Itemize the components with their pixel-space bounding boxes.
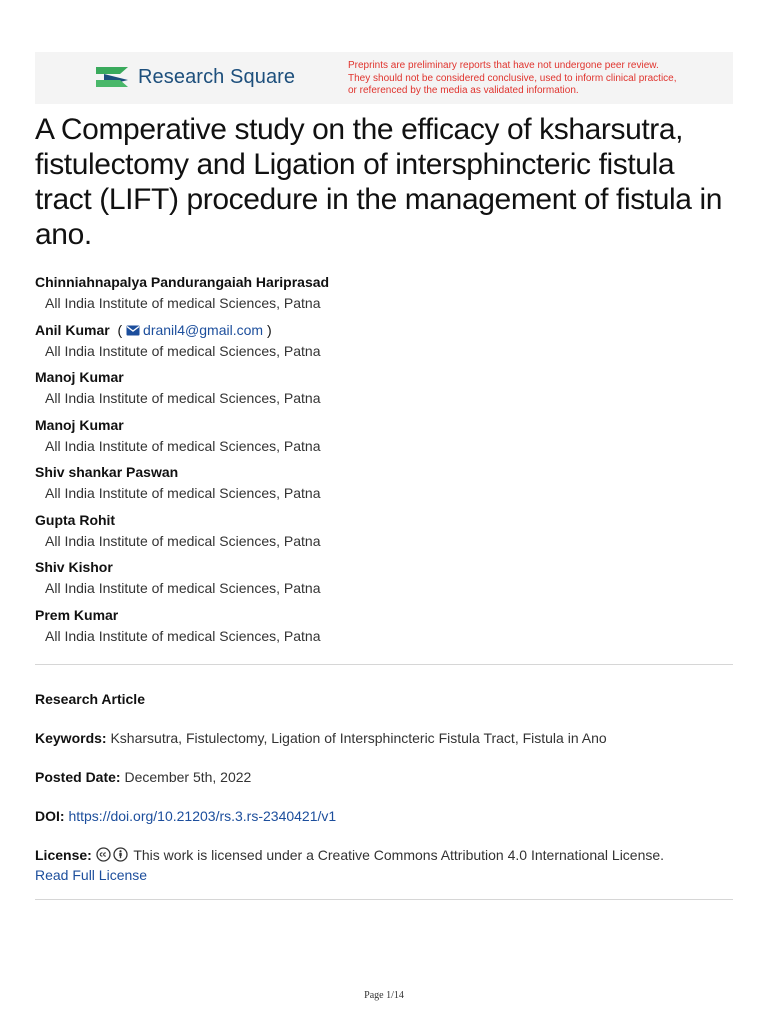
author-name: Manoj Kumar: [35, 369, 124, 385]
author-entry: [35, 415, 735, 463]
license-text: This work is licensed under a Creative Commons Attribution 4.0 International License.: [133, 847, 665, 863]
author-affiliation: All India Institute of medical Sciences, Patna: [45, 390, 321, 406]
article-type-label: Research Article: [35, 691, 145, 707]
logo-text: Research Square: [138, 65, 296, 88]
author-affiliation: All India Institute of medical Sciences, Patna: [45, 485, 321, 501]
author-entry: [35, 605, 735, 653]
paper-title: A Comperative study on the efficacy of ksharsutra, fistulectomy and Ligation of intersphincteric fistula tract (LIFT) procedure in the management of fistula in ano.: [35, 113, 723, 251]
research-square-logo-icon: [94, 64, 130, 90]
author-entry: [35, 462, 735, 510]
research-square-logo[interactable]: [94, 64, 295, 90]
cc-icon: [96, 847, 111, 862]
by-icon: [113, 847, 128, 862]
posted-date-label: Posted Date:: [35, 769, 121, 785]
posted-date: [35, 767, 735, 787]
page-number: Page 1/14: [364, 990, 404, 1001]
keywords-value: Ksharsutra, Fistulectomy, Ligation of Intersphincteric Fistula Tract, Fistula in Ano: [110, 730, 607, 746]
keywords: [35, 728, 735, 748]
author-entry: [35, 272, 735, 320]
author-entry: [35, 320, 735, 368]
divider-top: [35, 664, 733, 665]
license-label: License:: [35, 847, 92, 863]
author-name: Shiv Kishor: [35, 559, 113, 575]
disclaimer-line: or referenced by the media as validated information.: [348, 85, 579, 96]
author-name: Chinniahnapalya Pandurangaiah Hariprasad: [35, 274, 330, 290]
disclaimer-line: Preprints are preliminary reports that have not undergone peer review.: [348, 60, 659, 71]
article-type: [35, 689, 735, 709]
license: [35, 845, 735, 885]
envelope-icon: [126, 325, 140, 336]
author-entry: [35, 367, 735, 415]
author-affiliation: All India Institute of medical Sciences, Patna: [45, 532, 321, 549]
author-list: [35, 272, 735, 652]
author-email: dranil4@gmail.com: [143, 321, 264, 338]
author-name: Gupta Rohit: [35, 511, 116, 528]
author-name-with-email: [35, 320, 735, 340]
disclaimer-line: They should not be considered conclusive, used to inform clinical practice,: [348, 72, 677, 84]
author-name: Anil Kumar: [35, 321, 110, 338]
author-name: Shiv shankar Paswan: [35, 464, 179, 480]
email-wrapper: ( dranil4@gmail.com ): [109, 321, 272, 338]
keywords-label: Keywords:: [35, 730, 107, 746]
author-name: Prem Kumar: [35, 606, 119, 623]
preprint-disclaimer: [348, 60, 728, 98]
author-entry: [35, 557, 735, 605]
author-affiliation: All India Institute of medical Sciences, Patna: [45, 437, 321, 454]
doi-label: DOI:: [35, 808, 65, 824]
author-name: Manoj Kumar: [35, 416, 124, 433]
author-entry: [35, 510, 735, 558]
doi-link[interactable]: https://doi.org/10.21203/rs.3.rs-2340421/v1: [68, 808, 337, 824]
author-email-link[interactable]: [126, 322, 263, 338]
read-full-license-link[interactable]: Read Full License: [35, 867, 148, 883]
author-affiliation: All India Institute of medical Sciences, Patna: [45, 580, 321, 596]
posted-date-value: December 5th, 2022: [124, 769, 252, 785]
divider-bottom: [35, 899, 733, 900]
author-affiliation: All India Institute of medical Sciences, Patna: [45, 627, 321, 644]
author-affiliation: All India Institute of medical Sciences, Patna: [45, 295, 321, 311]
doi: [35, 806, 735, 826]
author-affiliation: All India Institute of medical Sciences, Patna: [45, 342, 321, 359]
